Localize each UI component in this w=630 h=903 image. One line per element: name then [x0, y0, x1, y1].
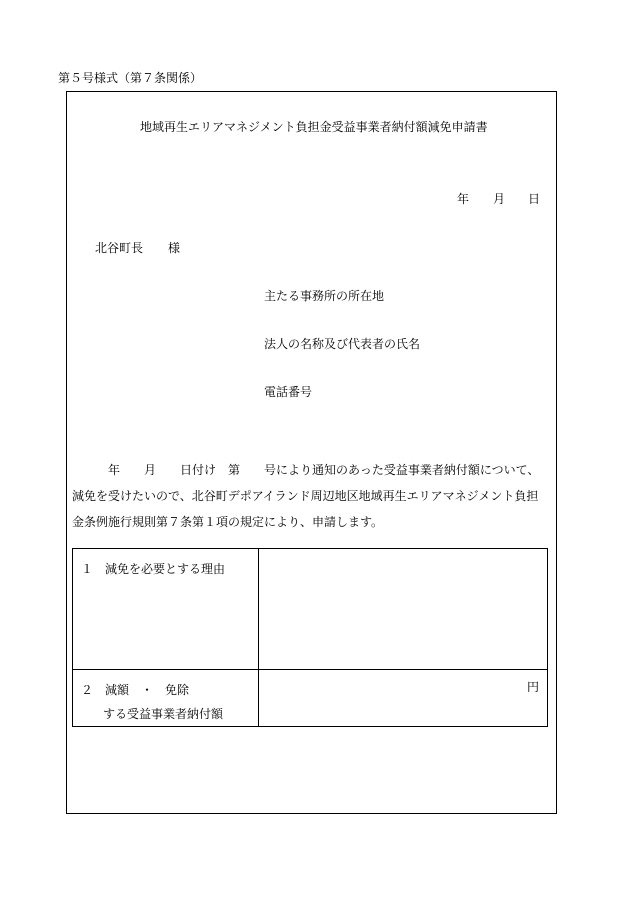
- applicant-phone-label: 電話番号: [264, 385, 313, 399]
- amount-label-line-2: する受益事業者納付額: [103, 707, 224, 721]
- amount-value-cell[interactable]: [259, 670, 548, 727]
- reason-label-cell: [73, 549, 259, 670]
- body-line-2: 減免を受けたいので、北谷町デポアイランド周辺地区地域再生エリアマネジメント負担: [72, 489, 539, 503]
- table-row: [73, 549, 548, 670]
- date-day: 日: [528, 192, 541, 206]
- amount-label-cell: [73, 670, 259, 727]
- date-year: 年: [457, 192, 470, 206]
- addressee-name: 北谷町長: [95, 241, 144, 255]
- body-line-1: 年 月 日付け 第 号により通知のあった受益事業者納付額について、: [108, 463, 540, 477]
- date-month: 月: [493, 192, 506, 206]
- form-title: 地域再生エリアマネジメント負担金受益事業者納付額減免申請書: [140, 120, 488, 134]
- row-number: ２: [81, 683, 94, 697]
- applicant-name-label: 法人の名称及び代表者の氏名: [264, 337, 421, 351]
- yen-unit: 円: [526, 680, 539, 694]
- row-number: １: [81, 562, 94, 576]
- addressee-honorific: 様: [168, 241, 181, 255]
- applicant-address-label: 主たる事務所の所在地: [264, 289, 385, 303]
- reason-value-cell[interactable]: [259, 549, 548, 670]
- reason-label: 減免を必要とする理由: [105, 562, 226, 576]
- table-row: [73, 670, 548, 727]
- form-number: 第５号様式（第７条関係）: [58, 71, 203, 85]
- reduction-table: [72, 548, 548, 727]
- application-body: [72, 457, 552, 535]
- body-line-3: 金条例施行規則第７条第１項の規定により、申請します。: [72, 515, 384, 529]
- amount-label-line-1: 減額 ・ 免除: [105, 683, 190, 697]
